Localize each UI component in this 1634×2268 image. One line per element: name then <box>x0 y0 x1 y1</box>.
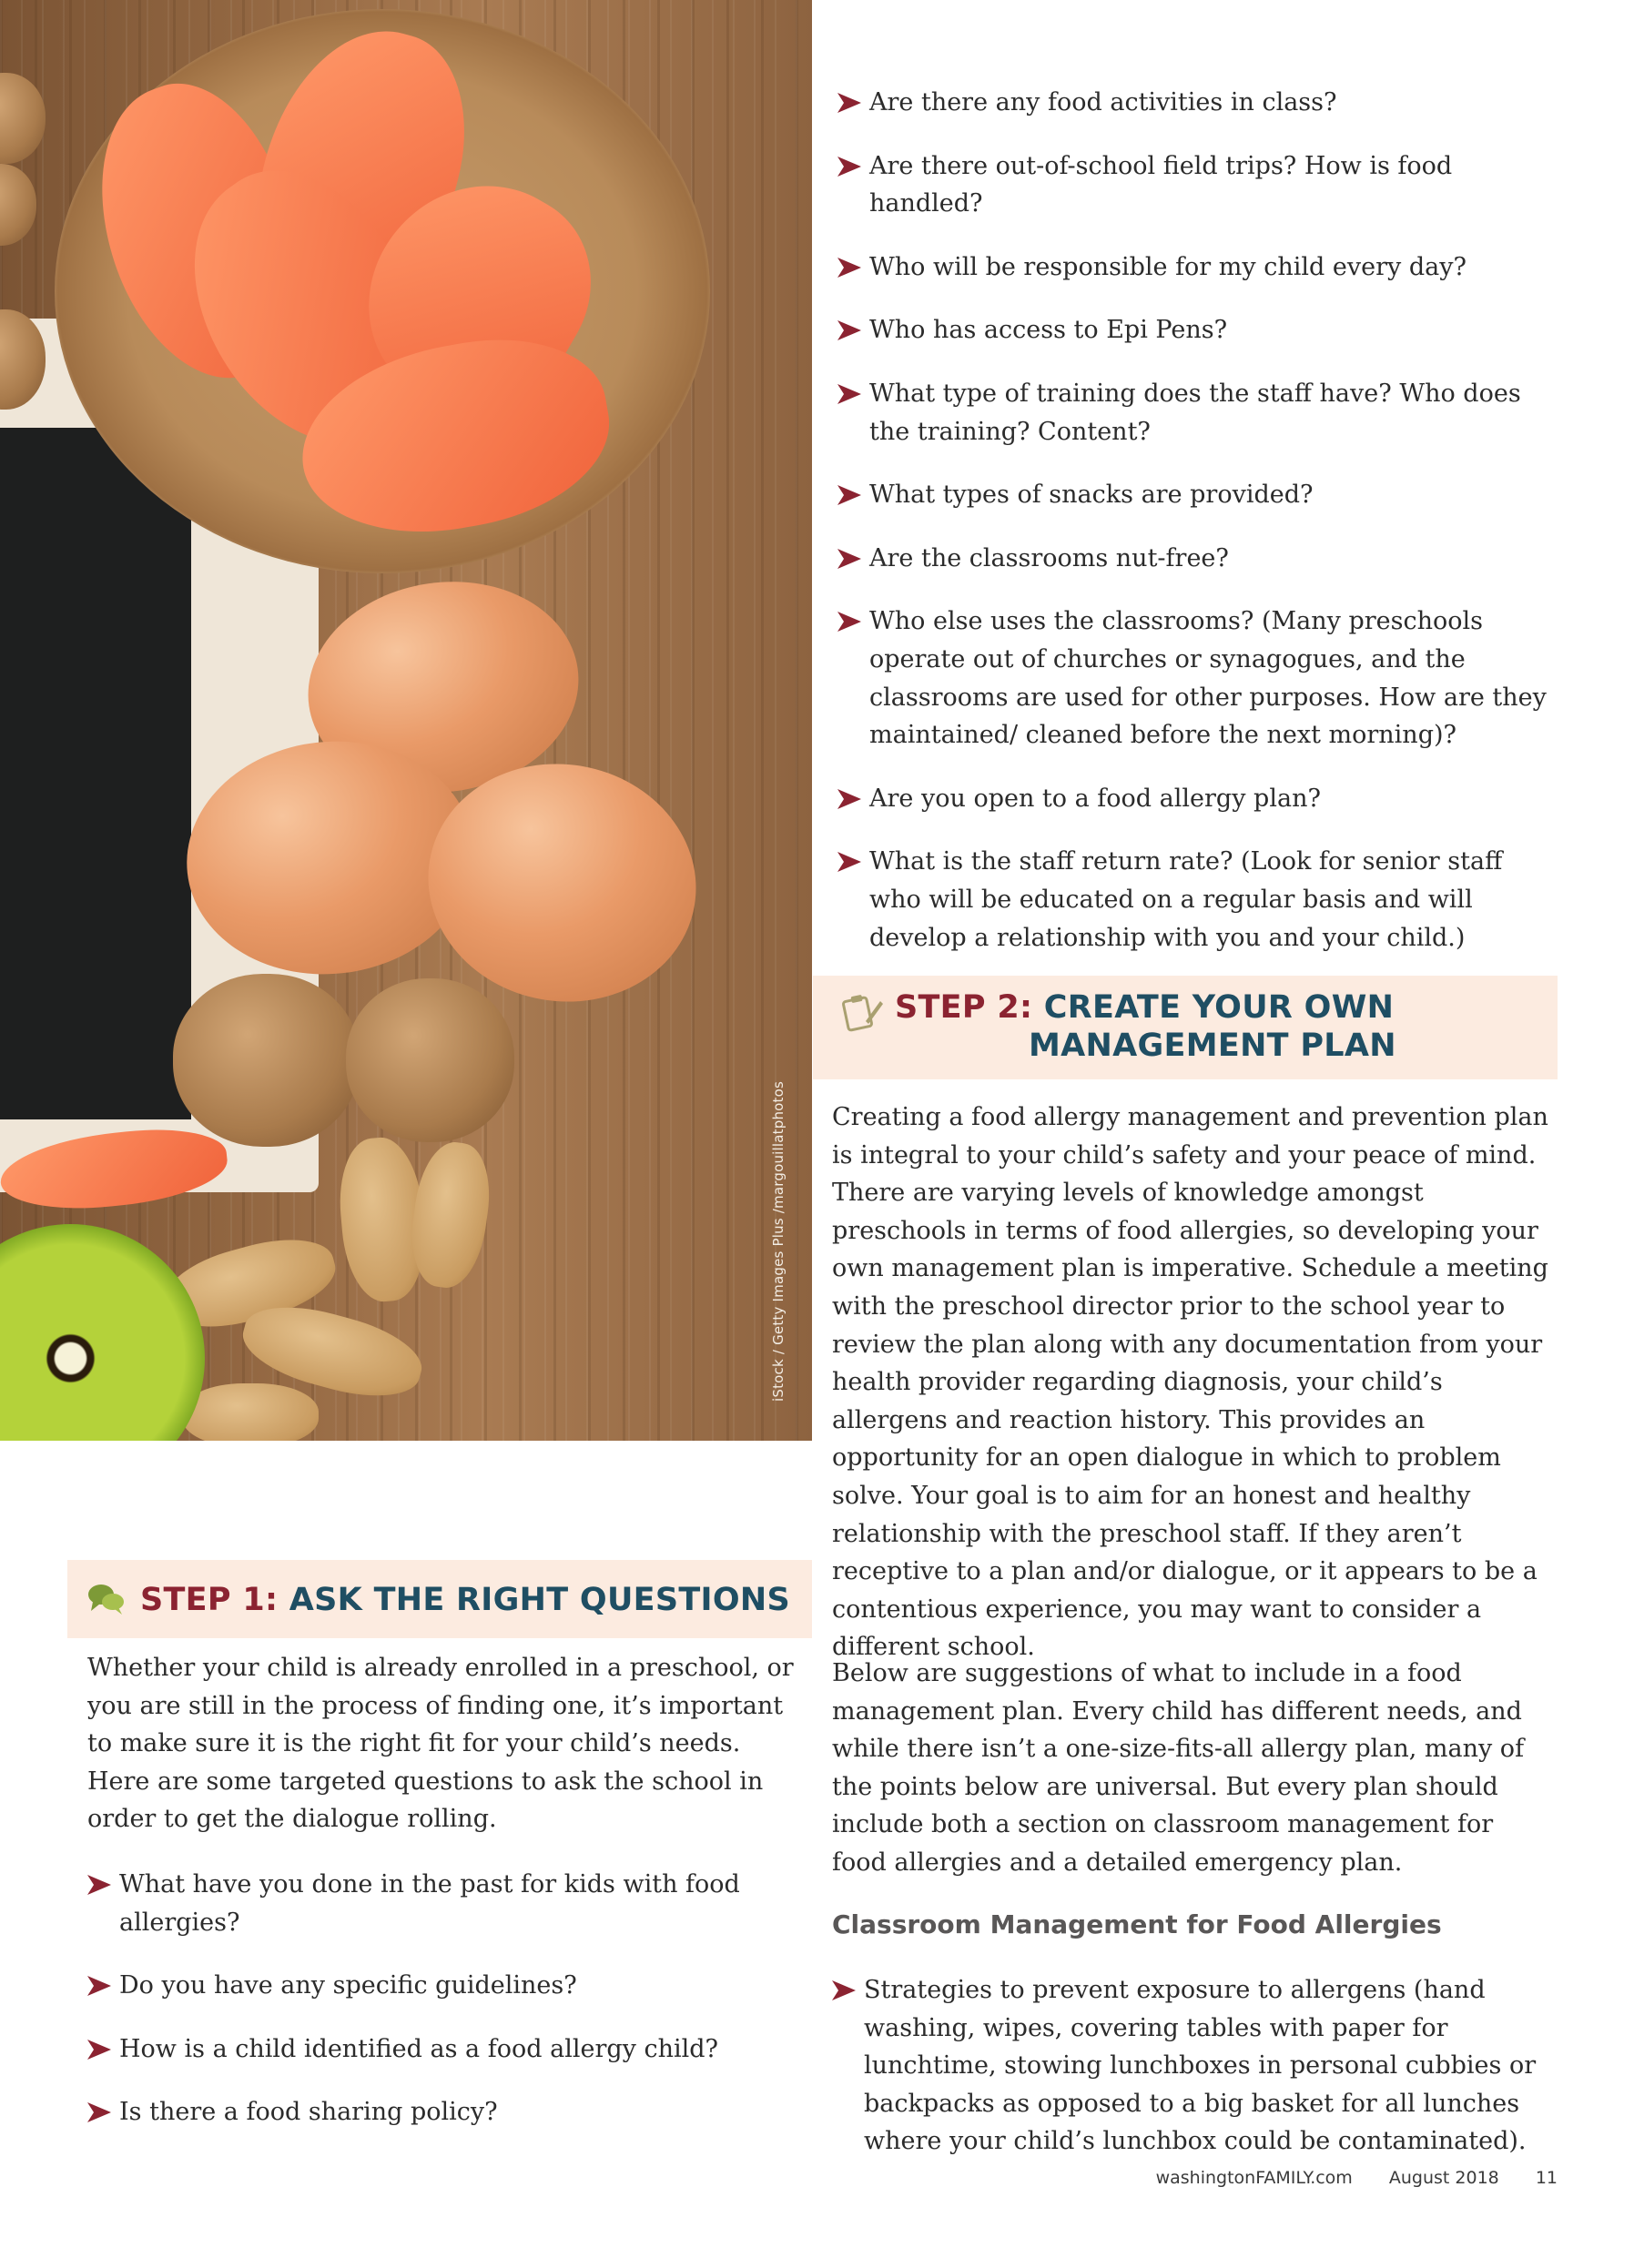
list-item: What types of snacks are provided? <box>837 476 1557 514</box>
list-item: Are there any food activities in class? <box>837 84 1557 122</box>
page-number: 11 <box>1535 2168 1558 2188</box>
arrow-bullet-icon <box>837 258 861 278</box>
question-list <box>837 84 1557 957</box>
step2-title-line2: MANAGEMENT PLAN <box>1029 1028 1396 1064</box>
arrow-bullet-icon <box>87 2102 111 2122</box>
kiwi <box>0 1224 205 1441</box>
classroom-management-list <box>832 1971 1560 2186</box>
arrow-bullet-icon <box>837 320 861 340</box>
walnut <box>0 73 46 164</box>
list-item: Who will be responsible for my child every day? <box>837 248 1557 287</box>
arrow-bullet-icon <box>837 852 861 872</box>
arrow-bullet-icon <box>87 2040 111 2060</box>
footer-issue: August 2018 <box>1388 2168 1499 2188</box>
clipboard-icon <box>840 994 884 1036</box>
page-footer <box>1125 2168 1558 2188</box>
arrow-bullet-icon <box>837 485 861 505</box>
list-item: Do you have any specific guidelines? <box>87 1967 752 2005</box>
walnut <box>0 164 36 246</box>
walnut <box>173 974 360 1147</box>
arrow-bullet-icon <box>837 157 861 177</box>
step1-number: STEP 1: <box>140 1582 279 1618</box>
list-item: Are you open to a food allergy plan? <box>837 780 1557 818</box>
classroom-management-subheading: Classroom Management for Food Allergies <box>832 1909 1442 1939</box>
arrow-bullet-icon <box>837 789 861 809</box>
chalkboard <box>0 428 191 1119</box>
step1-intro: Whether your child is already enrolled in a preschool, or you are still in the process of finding one, it’s important to make sure it is the right fit for your child’s needs. Here are some targeted questions to ask the school in order to get the dialogue rolling. <box>87 1654 794 1834</box>
arrow-bullet-icon <box>837 93 861 113</box>
arrow-bullet-icon <box>837 612 861 632</box>
step1-title: ASK THE RIGHT QUESTIONS <box>289 1582 791 1618</box>
list-item: Who has access to Epi Pens? <box>837 311 1557 349</box>
list-item: Is there a food sharing policy? <box>87 2093 752 2131</box>
questions-continued <box>837 84 1557 982</box>
photo-credit: iStock / Getty Images Plus /margouillatphotos <box>770 1080 787 1402</box>
arrow-bullet-icon <box>87 1976 111 1996</box>
step1-question-list <box>87 1866 752 2157</box>
step1-header <box>67 1560 812 1638</box>
arrow-bullet-icon <box>832 1980 856 2000</box>
step2-paragraph-2: Below are suggestions of what to include in a food management plan. Every child has different needs, and while there isn’t a one-size-fits-all allergy plan, many of the points below are universal. But every plan should include both a section on classroom management for food allergies and a detailed emergency plan. <box>832 1659 1525 1877</box>
peanut <box>404 1138 496 1292</box>
peanut <box>182 1383 319 1441</box>
step2-header <box>813 976 1558 1079</box>
walnut <box>346 978 514 1142</box>
step2-paragraph-1: Creating a food allergy management and prevention plan is integral to your child’s safety and your peace of mind. There are varying levels of knowledge amongst preschools in terms of food allergies, so developing your own management plan is imperative. Schedule a meeting with the preschool director prior to the school year to review the plan along with any documentation from your health provider regarding diagnosis, your child’s allergens and reaction history. This provides an opportunity for an open dialogue in which to problem solve. Your goal is to aim for an honest and healthy relationship with the preschool staff. If they aren’t receptive to a plan and/or dialogue, or it appears to be a contentious experience, you may want to consider a different school. <box>832 1103 1548 1662</box>
step2-title-line1: CREATE YOUR OWN <box>1043 989 1395 1026</box>
list-item: Are the classrooms nut-free? <box>837 540 1557 578</box>
arrow-bullet-icon <box>87 1875 111 1895</box>
list-item: What is the staff return rate? (Look for senior staff who will be educated on a regular basis and will develop a relationship with you and your child.) <box>837 843 1557 957</box>
speech-bubbles-icon <box>87 1582 126 1620</box>
footer-site: washingtonFAMILY.com <box>1155 2168 1353 2188</box>
list-item: What have you done in the past for kids with food allergies? <box>87 1866 752 1941</box>
arrow-bullet-icon <box>837 384 861 404</box>
arrow-bullet-icon <box>837 549 861 569</box>
list-item: Strategies to prevent exposure to allergens (hand washing, wipes, covering tables with paper for lunchtime, stowing lunchboxes in personal cubbies or backpacks as opposed to a big basket for all lunches where your child’s lunchbox could be contaminated). <box>832 1971 1560 2161</box>
list-item: What type of training does the staff have? Who does the training? Content? <box>837 375 1557 451</box>
list-item: How is a child identified as a food allergy child? <box>87 2030 752 2069</box>
list-item: Who else uses the classrooms? (Many preschools operate out of churches or synagogues, and the classrooms are used for other purposes. How are they maintained/ cleaned before the next morning)? <box>837 602 1557 754</box>
list-item: Are there out-of-school field trips? How is food handled? <box>837 147 1557 223</box>
step2-number: STEP 2: <box>895 989 1033 1026</box>
food-allergens-photo <box>0 0 812 1441</box>
